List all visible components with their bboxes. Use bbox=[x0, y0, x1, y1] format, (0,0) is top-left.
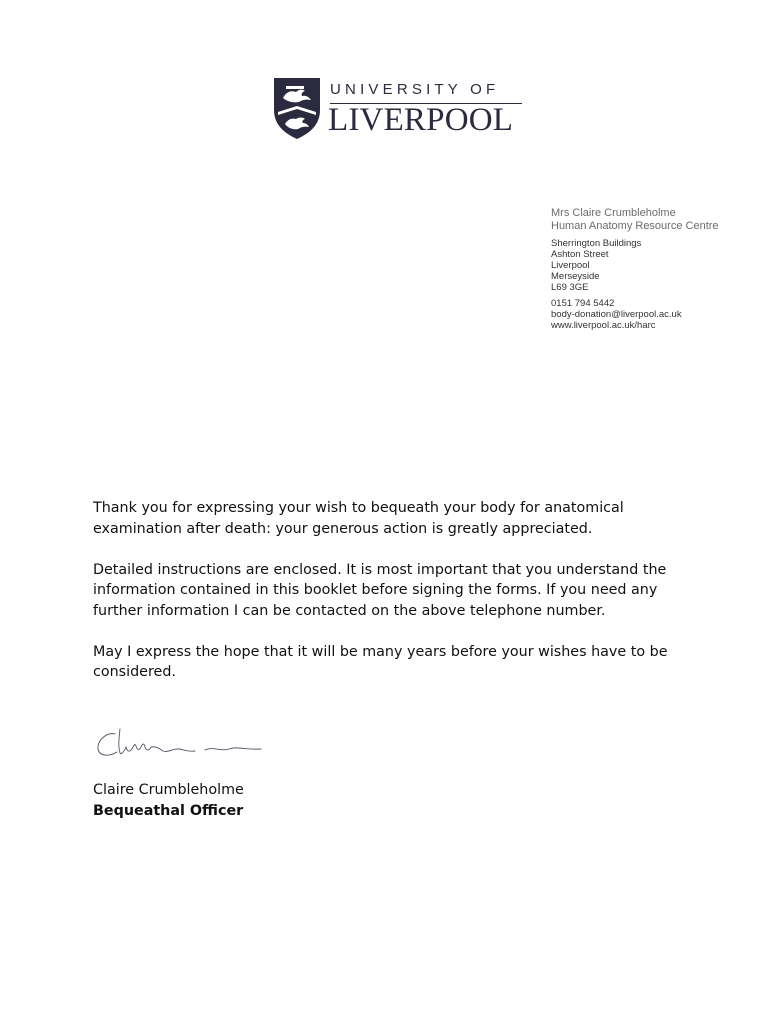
sender-phone: 0151 794 5442 bbox=[551, 298, 615, 309]
address-line: Ashton Street bbox=[551, 249, 609, 260]
shield-crest-icon bbox=[272, 76, 322, 140]
sender-department: Human Anatomy Resource Centre bbox=[551, 220, 719, 232]
letter-closing bbox=[93, 780, 244, 821]
university-logo bbox=[272, 76, 522, 142]
logo-text-university-of: UNIVERSITY OF bbox=[330, 81, 500, 98]
address-postcode: L69 3GE bbox=[551, 282, 589, 293]
address-line: Sherrington Buildings bbox=[551, 238, 642, 249]
signatory-title: Bequeathal Officer bbox=[93, 802, 244, 819]
logo-text-liverpool: LIVERPOOL bbox=[328, 102, 514, 138]
sender-email: body-donation@liverpool.ac.uk bbox=[551, 309, 682, 320]
signatory-name: Claire Crumbleholme bbox=[93, 782, 244, 798]
handwritten-signature bbox=[93, 724, 268, 764]
letter-paragraph: May I express the hope that it will be many years before your wishes have to be considered. bbox=[93, 643, 668, 680]
letter-body bbox=[93, 498, 693, 703]
letter-paragraph: Thank you for expressing your wish to bequeath your body for anatomical examination after death: your generous action is greatly appreciated. bbox=[93, 500, 624, 537]
letter-paragraph: Detailed instructions are enclosed. It is most important that you understand the information contained in this booklet before signing the forms. If you need any further information I can be contacted on the above telephone number. bbox=[93, 561, 667, 619]
address-line: Liverpool bbox=[551, 260, 590, 271]
address-line: Merseyside bbox=[551, 271, 600, 282]
sender-name: Mrs Claire Crumbleholme bbox=[551, 207, 676, 219]
sender-website: www.liverpool.ac.uk/harc bbox=[551, 320, 656, 331]
sender-address-block bbox=[551, 207, 719, 331]
